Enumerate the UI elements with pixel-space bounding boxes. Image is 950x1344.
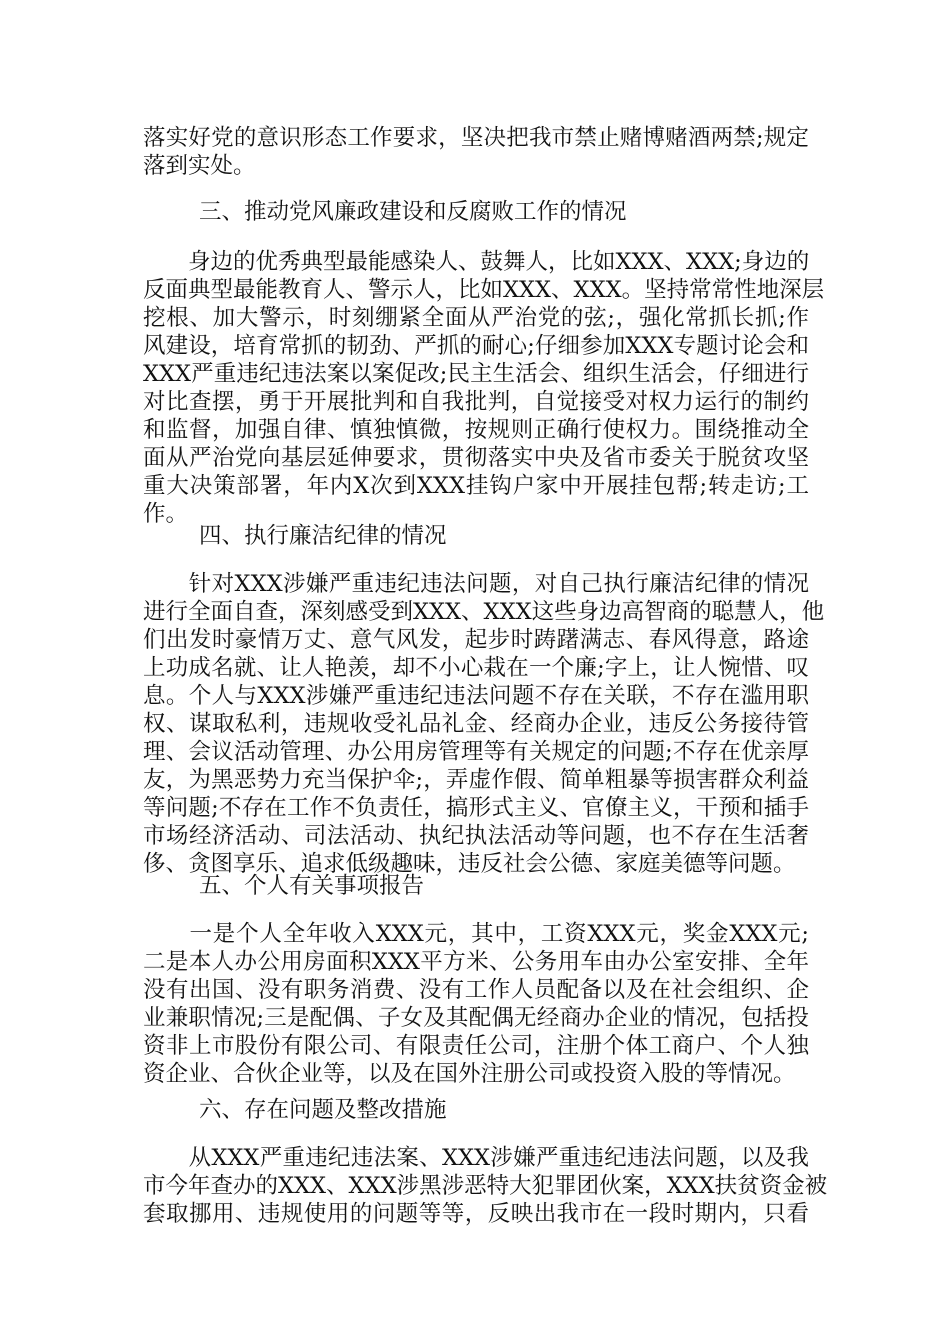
- text-line: 挖根、加大警示，时刻绷紧全面从严治党的弦;，强化常抓长抓;作: [143, 305, 809, 331]
- text-line: 市场经济活动、司法活动、执纪执法活动等问题，也不存在生活奢: [143, 823, 809, 849]
- text-line: 作。: [143, 501, 189, 527]
- section-heading-4: 四、执行廉洁纪律的情况: [199, 523, 447, 549]
- text-line: 权、谋取私利，违规收受礼品礼金、经商办企业，违反公务接待管: [143, 711, 809, 737]
- text-line: 资非上市股份有限公司、有限责任公司，注册个体工商户、个人独: [143, 1033, 809, 1059]
- text-line: 等问题;不存在工作不负责任，搞形式主义、官僚主义，干预和插手: [143, 795, 809, 821]
- text-line: 面从严治党向基层延伸要求，贯彻落实中央及省市委关于脱贫攻坚: [143, 445, 809, 471]
- section-4-paragraph: [143, 570, 825, 878]
- text-line: 没有出国、没有职务消费、没有工作人员配备以及在社会组织、企: [143, 977, 809, 1003]
- section-3-paragraph: [143, 248, 825, 528]
- text-line: 从XXX严重违纪违法案、XXX涉嫌严重违纪违法问题，以及我: [143, 1145, 809, 1171]
- text-line: 套取挪用、违规使用的问题等等，反映出我市在一段时期内，只看: [143, 1201, 809, 1227]
- section-heading-3: 三、推动党风廉政建设和反腐败工作的情况: [199, 199, 627, 225]
- text-line: 和监督，加强自律、慎独慎微，按规则正确行使权力。围绕推动全: [143, 417, 809, 443]
- text-line: 息。个人与XXX涉嫌严重违纪违法问题不存在关联，不存在滥用职: [143, 683, 809, 709]
- text-line: 针对XXX涉嫌严重违纪违法问题，对自己执行廉洁纪律的情况: [143, 571, 809, 597]
- intro-paragraph: [143, 124, 809, 180]
- text-line: 落实好党的意识形态工作要求，坚决把我市禁止赌博赌酒两禁;规定: [143, 125, 809, 151]
- text-line: 理、会议活动管理、办公用房管理等有关规定的问题;不存在优亲厚: [143, 739, 809, 765]
- section-5-paragraph: [143, 920, 809, 1088]
- text-line: 反面典型最能教育人、警示人，比如XXX、XXX。坚持常常性地深层: [143, 277, 825, 303]
- text-line: 业兼职情况;三是配偶、子女及其配偶无经商办企业的情况，包括投: [143, 1005, 809, 1031]
- text-line: 对比查摆，勇于开展批判和自我批判，自觉接受对权力运行的制约: [143, 389, 809, 415]
- text-line: 落到实处。: [143, 153, 256, 179]
- text-line: 市今年查办的XXX、XXX涉黑涉恶特大犯罪团伙案，XXX扶贫资金被: [143, 1173, 828, 1199]
- section-heading-5: 五、个人有关事项报告: [199, 873, 425, 899]
- text-line: 重大决策部署，年内X次到XXX挂钩户家中开展挂包帮;转走访;工: [143, 473, 809, 499]
- section-heading-6: 六、存在问题及整改措施: [199, 1097, 447, 1123]
- text-line: 友，为黑恶势力充当保护伞;，弄虚作假、简单粗暴等损害群众利益: [143, 767, 809, 793]
- section-6-paragraph: [143, 1144, 828, 1228]
- text-line: 上功成名就、让人艳羡，却不小心栽在一个廉;字上，让人惋惜、叹: [143, 655, 809, 681]
- text-line: 二是本人办公用房面积XXX平方米、公务用车由办公室安排、全年: [143, 949, 809, 975]
- text-line: 进行全面自查，深刻感受到XXX、XXX这些身边高智商的聪慧人，他: [143, 599, 825, 625]
- text-line: XXX严重违纪违法案以案促改;民主生活会、组织生活会，仔细进行: [143, 361, 809, 387]
- text-line: 身边的优秀典型最能感染人、鼓舞人，比如XXX、XXX;身边的: [143, 249, 810, 275]
- text-line: 们出发时豪情万丈、意气风发，起步时踌躇满志、春风得意，路途: [143, 627, 809, 653]
- text-line: 侈、贪图享乐、追求低级趣味，违反社会公德、家庭美德等问题。: [143, 851, 796, 877]
- text-line: 资企业、合伙企业等，以及在国外注册公司或投资入股的等情况。: [143, 1061, 796, 1087]
- text-line: 一是个人全年收入XXX元，其中，工资XXX元，奖金XXX元;: [143, 921, 809, 947]
- text-line: 风建设，培育常抓的韧劲、严抓的耐心;仔细参加XXX专题讨论会和: [143, 333, 809, 359]
